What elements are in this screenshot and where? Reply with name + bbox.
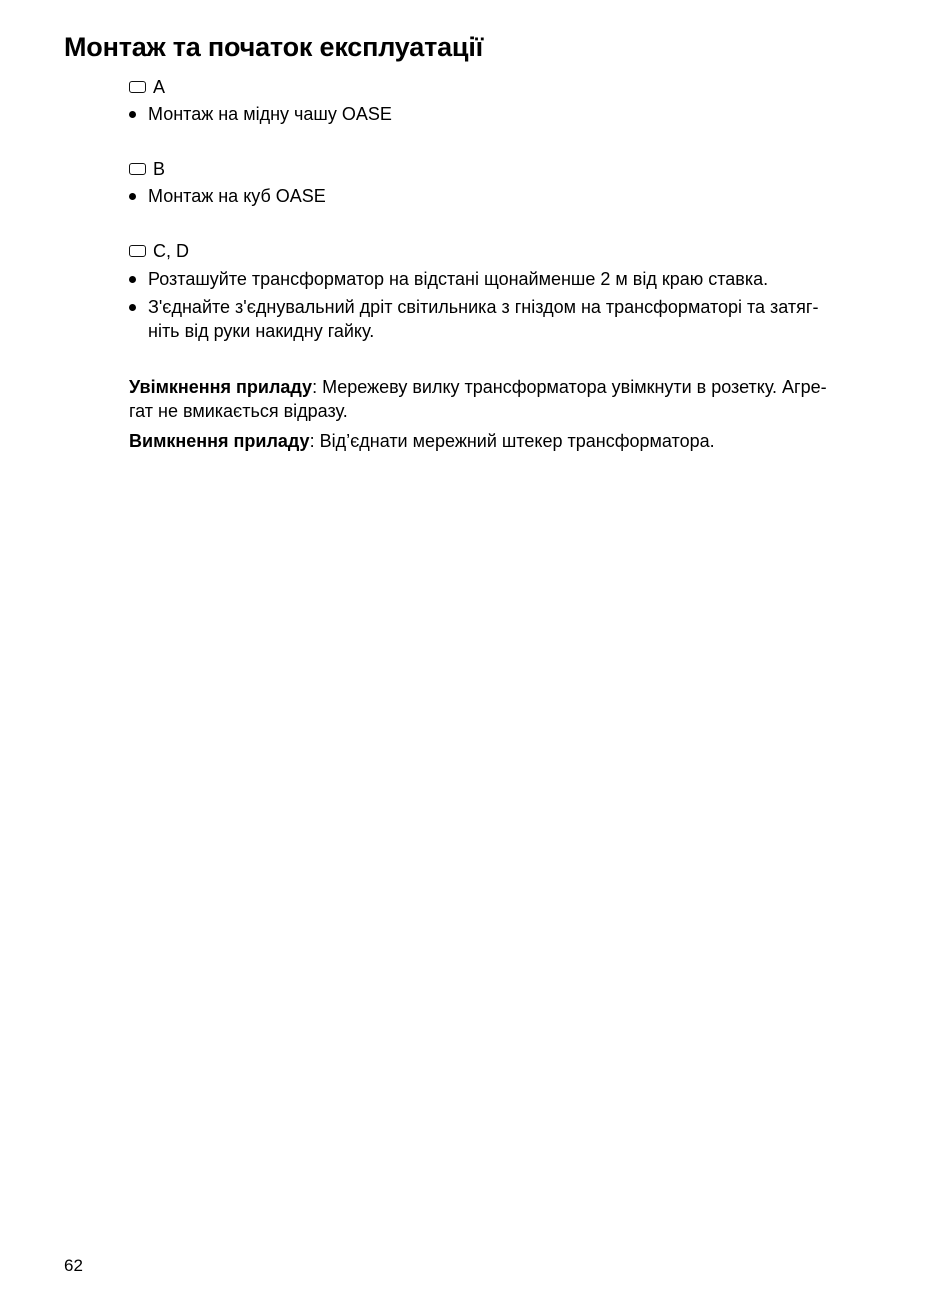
step-text-continued: ніть від руки накидну гайку. <box>148 321 375 341</box>
step-list <box>129 184 326 208</box>
section-a <box>129 76 392 126</box>
figure-reference <box>129 240 879 262</box>
figure-label: A <box>153 77 166 97</box>
section-c-d <box>129 240 879 343</box>
switch-off-label: Вимкнення приладу <box>129 431 310 451</box>
list-item <box>129 184 326 208</box>
figure-reference <box>129 76 392 98</box>
list-item <box>129 295 879 343</box>
operation-notes <box>129 375 879 453</box>
switch-off-paragraph <box>129 429 879 453</box>
bullet-icon <box>129 193 136 200</box>
switch-on-label: Увімкнення приладу <box>129 377 313 397</box>
switch-on-text: : Мережеву вилку трансформатора увімкнути в розетку. Агре- <box>312 377 827 397</box>
section-b <box>129 158 326 208</box>
page-title: Монтаж та початок експлуатації <box>64 32 484 62</box>
switch-on-text-continued: гат не вмикається відразу. <box>129 401 348 421</box>
step-text: Монтаж на куб OASE <box>148 186 326 206</box>
figure-reference <box>129 158 326 180</box>
switch-on-paragraph <box>129 375 879 423</box>
step-list <box>129 102 392 126</box>
switch-off-text: : Від’єднати мережний штекер трансформатора. <box>309 431 715 451</box>
list-item <box>129 267 879 291</box>
screen-icon <box>129 163 146 175</box>
step-list <box>129 267 879 343</box>
step-text: З'єднайте з'єднувальний дріт світильника з гніздом на трансформаторі та затяг- <box>148 297 819 317</box>
screen-icon <box>129 81 146 93</box>
figure-label: B <box>153 159 166 179</box>
list-item <box>129 102 392 126</box>
bullet-icon <box>129 304 136 311</box>
bullet-icon <box>129 276 136 283</box>
bullet-icon <box>129 111 136 118</box>
figure-label: C, D <box>153 241 189 261</box>
screen-icon <box>129 245 146 257</box>
step-text: Розташуйте трансформатор на відстані щонайменше 2 м від краю ставка. <box>148 269 769 289</box>
step-text: Монтаж на мідну чашу OASE <box>148 104 392 124</box>
page-number: 62 <box>64 1256 83 1275</box>
